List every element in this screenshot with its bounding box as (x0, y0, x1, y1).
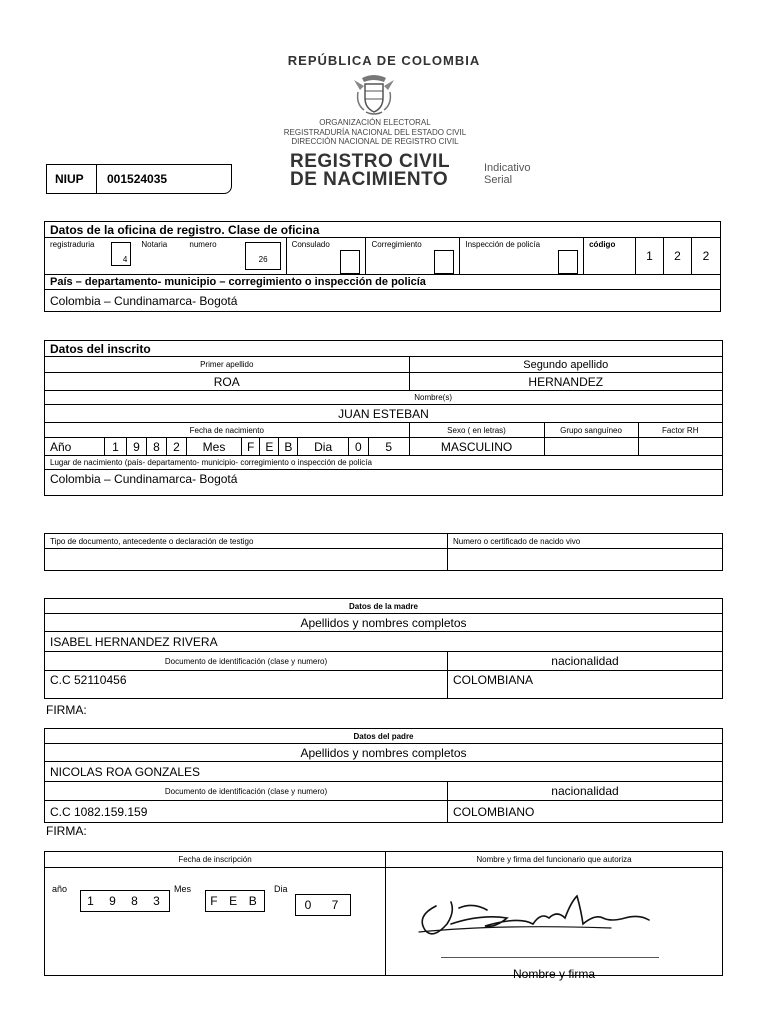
dia-digit-2: 5 (385, 439, 393, 454)
numero-value: 26 (245, 242, 281, 270)
registraduria-label: registraduria (50, 240, 95, 249)
anio-digit-2: 9 (127, 438, 147, 456)
father-nationality-label: nacionalidad (448, 782, 723, 801)
inscripcion-anio-digit-2: 9 (109, 894, 119, 908)
tipo-documento-value (45, 549, 448, 571)
codigo-digit-2: 2 (664, 238, 692, 275)
org-line-3: DIRECCIÓN NACIONAL DE REGISTRO CIVIL (291, 137, 459, 146)
republic-title: REPÚBLICA DE COLOMBIA (287, 53, 481, 68)
primer-apellido-label: Primer apellido (45, 357, 410, 373)
tipo-documento-label: Tipo de documento, antecedente o declaración de testigo (45, 534, 448, 549)
funcionario-cell (386, 868, 723, 981)
title-side-labels (484, 162, 530, 186)
mes-label: Mes (187, 438, 242, 456)
corregimiento-label: Corregimiento (371, 240, 422, 249)
mother-doc-label: Documento de identificación (clase y numero) (45, 652, 448, 671)
registrant-table (44, 340, 723, 496)
document-title (290, 153, 450, 189)
organization-block (230, 118, 520, 147)
org-line-2: REGISTRADURÍA NACIONAL DEL ESTADO CIVIL (283, 127, 467, 137)
inscripcion-anio-value (80, 890, 170, 912)
mother-table (44, 598, 723, 699)
consulado-cell (286, 238, 366, 275)
segundo-apellido-value: HERNANDEZ (409, 373, 722, 391)
registration-table (44, 851, 723, 981)
inspeccion-checkbox[interactable] (558, 250, 578, 274)
factor-rh-value (638, 438, 722, 456)
inscripcion-mes-letter-3: B (248, 894, 260, 908)
anio-digit-4: 2 (167, 438, 187, 456)
fecha-inscripcion-cell (45, 868, 386, 976)
lugar-nacimiento-value: Colombia – Cundinamarca- Bogotá (45, 470, 723, 496)
fecha-nacimiento-label: Fecha de nacimiento (45, 423, 410, 438)
father-signature-label: FIRMA: (46, 824, 87, 838)
consulado-label: Consulado (291, 240, 330, 249)
sexo-value: MASCULINO (409, 438, 544, 456)
registrant-title: Datos del inscrito (45, 341, 723, 357)
mother-doc-value: C.C 52110456 (45, 671, 448, 699)
dia-cell (298, 438, 409, 456)
sexo-label: Sexo ( en letras) (409, 423, 544, 438)
niup-value: 001524035 (107, 172, 168, 186)
consulado-checkbox[interactable] (340, 250, 360, 274)
grupo-sanguineo-value (544, 438, 638, 456)
codigo-digit-3: 2 (691, 238, 720, 275)
inscripcion-dia-value (295, 894, 351, 916)
codigo-label: código (584, 238, 636, 275)
office-table (44, 221, 721, 312)
pais-label: País – departamento- municipio – corregimiento o inspección de policía (45, 275, 721, 290)
mother-signature-label: FIRMA: (46, 703, 87, 717)
indicativo-label: Indicativo (484, 162, 531, 174)
inscripcion-anio-digit-3: 8 (131, 894, 141, 908)
inscripcion-dia-digit-1: 0 (304, 898, 315, 912)
office-title: Datos de la oficina de registro. Clase de oficina (45, 222, 721, 238)
mother-nationality-value: COLOMBIANA (448, 671, 723, 699)
numero-label: numero (189, 240, 217, 249)
fecha-inscripcion-label: Fecha de inscripción (45, 852, 386, 868)
anio-digit-1: 1 (105, 438, 127, 456)
title-line-2: DE NACIMIENTO (290, 169, 449, 190)
serial-label: Serial (484, 174, 513, 186)
inscripcion-mes-letter-2: E (229, 894, 241, 908)
niup-box (46, 164, 232, 194)
dia-label: Dia (298, 438, 348, 455)
mes-letter-3: B (279, 438, 298, 456)
document-type-table (44, 533, 723, 571)
father-table (44, 728, 723, 823)
anio-label: Año (45, 438, 105, 456)
inscripcion-dia-label: Dia (274, 884, 288, 894)
nombres-label: Nombre(s) (45, 391, 723, 405)
inscripcion-mes-value (205, 890, 265, 912)
corregimiento-cell (366, 238, 460, 275)
anio-digit-3: 8 (147, 438, 167, 456)
certificado-value (448, 549, 723, 571)
pais-value: Colombia – Cundinamarca- Bogotá (45, 290, 721, 312)
grupo-sanguineo-label: Grupo sanguíneo (544, 423, 638, 438)
org-line-1: ORGANIZACIÓN ELECTORAL (319, 118, 431, 127)
mother-names-value: ISABEL HERNANDEZ RIVERA (45, 632, 723, 652)
mother-nationality-label: nacionalidad (448, 652, 723, 671)
inspeccion-label: Inspección de policía (465, 240, 541, 249)
inscripcion-anio-label: año (52, 884, 68, 894)
factor-rh-label: Factor RH (638, 423, 722, 438)
inscripcion-mes-label: Mes (174, 884, 192, 894)
nombre-firma-label: Nombre y firma (512, 967, 595, 981)
dia-digit-1: 0 (348, 438, 368, 455)
mother-names-label: Apellidos y nombres completos (45, 614, 723, 632)
registraduria-cell (45, 238, 137, 275)
official-signature (411, 888, 661, 948)
corregimiento-checkbox[interactable] (434, 250, 454, 274)
lugar-nacimiento-label: Lugar de nacimiento (país- departamento- municipio- corregimiento o inspección de policía (45, 456, 723, 470)
signature-line (441, 957, 659, 958)
father-doc-value: C.C 1082.159.159 (45, 801, 448, 823)
inspeccion-cell (460, 238, 584, 275)
father-doc-label: Documento de identificación (clase y numero) (45, 782, 448, 801)
segundo-apellido-label: Segundo apellido (409, 357, 722, 373)
inscripcion-dia-digit-2: 7 (331, 898, 342, 912)
father-names-value: NICOLAS ROA GONZALES (45, 762, 723, 782)
certificado-label: Numero o certificado de nacido vivo (448, 534, 723, 549)
father-nationality-value: COLOMBIANO (448, 801, 723, 823)
inscripcion-anio-digit-1: 1 (87, 894, 97, 908)
mother-title: Datos de la madre (45, 599, 723, 614)
father-names-label: Apellidos y nombres completos (45, 744, 723, 762)
notaria-cell (136, 238, 286, 275)
nombres-value: JUAN ESTEBAN (45, 405, 723, 423)
notaria-label: Notaria (141, 240, 168, 249)
inscripcion-anio-digit-4: 3 (153, 894, 163, 908)
mes-letter-2: E (260, 438, 279, 456)
primer-apellido-value: ROA (45, 373, 410, 391)
mes-letter-1: F (242, 438, 260, 456)
title-line-1: REGISTRO CIVIL (290, 151, 451, 172)
niup-label: NIUP (47, 165, 97, 193)
father-title: Datos del padre (45, 729, 723, 744)
registraduria-value: 4 (111, 242, 131, 266)
coat-of-arms-icon (350, 72, 398, 116)
codigo-digit-1: 1 (636, 238, 664, 275)
inscripcion-mes-letter-1: F (210, 894, 221, 908)
funcionario-label: Nombre y firma del funcionario que autoriza (386, 852, 723, 868)
